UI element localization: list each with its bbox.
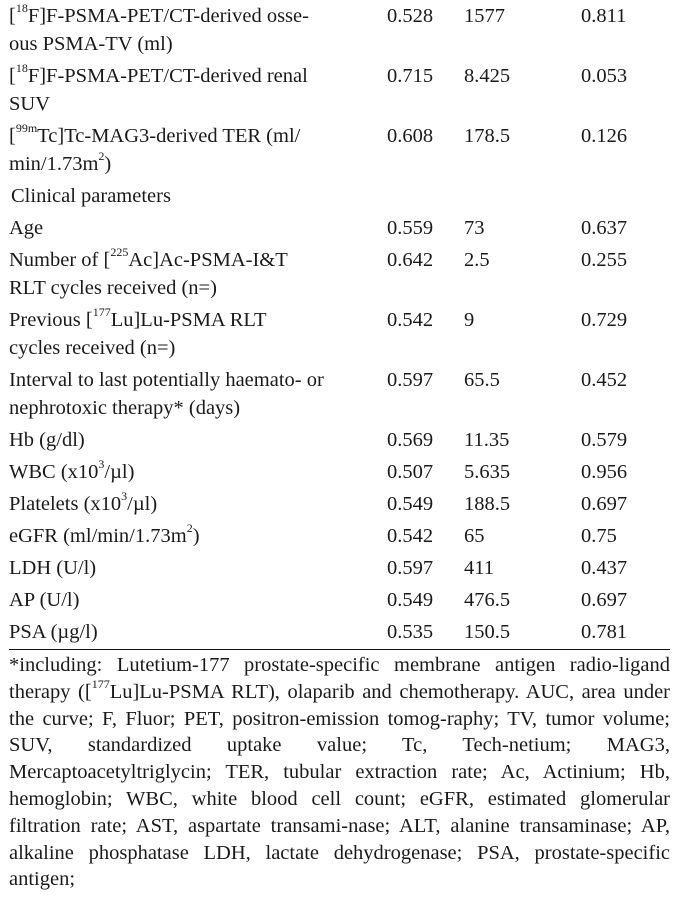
- parameter-cell: [$^{18}$F]F-PSMA-PET/CT-derived renal SUV: [9, 61, 308, 115]
- auc-cell: 0.549: [387, 493, 434, 515]
- cutoff-cell: 11.35: [464, 429, 510, 451]
- table-row: [9, 488, 670, 520]
- cutoff-cell: 65.5: [464, 369, 500, 391]
- cutoff-cell: 178.5: [464, 125, 511, 147]
- table-row: [9, 120, 670, 180]
- p-value-cell: 0.956: [581, 461, 628, 483]
- cutoff-cell: 5.635: [464, 461, 511, 483]
- parameter-cell: Age: [9, 217, 44, 239]
- p-value-cell: 0.579: [581, 429, 628, 451]
- parameter-cell: Platelets $(x10^3/\mu l)$: [9, 489, 158, 515]
- p-value-cell: 0.437: [581, 557, 628, 579]
- auc-cell: 0.715: [387, 65, 434, 87]
- auc-cell: 0.597: [387, 557, 434, 579]
- auc-cell: 0.569: [387, 429, 434, 451]
- auc-cell: 0.559: [387, 217, 434, 239]
- p-value-cell: 0.729: [581, 309, 628, 331]
- auc-cell: 0.608: [387, 125, 434, 147]
- auc-cell: 0.535: [387, 616, 464, 650]
- parameter-cell: eGFR $(ml/\min/1.73m^2)$: [9, 521, 200, 547]
- p-value-cell: 0.053: [581, 65, 628, 87]
- cutoff-cell: 73: [464, 217, 485, 239]
- p-value-cell: 0.255: [581, 249, 628, 271]
- table-footnote: *including: Lutetium-177 prostate-specific membrane antigen radio-ligand therapy ([$^{177}$Lu]Lu-PSMA RLT), olaparib and chemotherapy. AUC, area under the curve; F, Fluor; PET, positron-emission tomog-raphy; TV, tumor volume; SUV, standardized uptake value; Tc, Tech-netium; MAG3, Mercaptoacetyltriglycin; TER, tubular extraction rate; Ac, Actinium; Hb, hemoglobin; WBC, white blood cell count; eGFR, estimated glomerular filtration rate; AST, aspartate transami-nase; ALT, alanine transaminase; AP, alkaline phosphatase LDH, lactate dehydrogenase; PSA, prostate-specific antigen;: [9, 654, 671, 891]
- section-label: Clinical parameters: [11, 185, 171, 207]
- table-row: [9, 364, 670, 424]
- auc-cell: 0.549: [387, 589, 434, 611]
- auc-cell: 0.542: [387, 525, 434, 547]
- p-value-cell: 0.781: [581, 616, 670, 650]
- cutoff-cell: 65: [464, 525, 485, 547]
- table-row: [9, 552, 670, 584]
- p-value-cell: 0.697: [581, 493, 628, 515]
- p-value-cell: 0.452: [581, 369, 628, 391]
- auc-cell: 0.597: [387, 369, 434, 391]
- table-row: [9, 0, 670, 60]
- section-row: [9, 180, 670, 212]
- parameter-cell: [$^{99m}$Tc]Tc-MAG3-derived TER (ml/ $\min/1.73m^2$): [9, 121, 301, 175]
- table-row: [9, 60, 670, 120]
- auc-cell: 0.542: [387, 309, 434, 331]
- table-row: [9, 244, 670, 304]
- p-value-cell: 0.75: [581, 525, 617, 547]
- table-row: [9, 520, 670, 552]
- cutoff-cell: 8.425: [464, 65, 511, 87]
- parameter-cell: Number of [$^{225}$Ac]Ac-PSMA-I&T RLT cycles received (n=): [9, 245, 288, 299]
- parameter-cell: Interval to last potentially haemato- or nephrotoxic therapy* (days): [9, 369, 324, 419]
- table-row: [9, 304, 670, 364]
- parameter-cell: LDH (U/l): [9, 557, 97, 579]
- auc-cell: 0.507: [387, 461, 434, 483]
- results-table: [9, 0, 670, 650]
- parameter-cell: Hb (g/dl): [9, 429, 85, 451]
- cutoff-cell: 150.5: [464, 616, 581, 650]
- parameter-cell: WBC $(x10^3/\mu l)$: [9, 457, 135, 483]
- cutoff-cell: 188.5: [464, 493, 511, 515]
- parameter-cell: [$^{18}$F]F-PSMA-PET/CT-derived osse- ous PSMA-TV (ml): [9, 1, 309, 55]
- auc-cell: 0.642: [387, 249, 434, 271]
- parameter-cell: Previous [$^{177}$Lu]Lu-PSMA RLT cycles received (n=): [9, 305, 267, 359]
- cutoff-cell: 9: [464, 309, 475, 331]
- cutoff-cell: 476.5: [464, 589, 511, 611]
- table-row: [9, 456, 670, 488]
- table-row: [9, 616, 670, 650]
- table-body: [9, 0, 670, 650]
- table-row: [9, 424, 670, 456]
- table-row: [9, 584, 670, 616]
- p-value-cell: 0.637: [581, 217, 628, 239]
- p-value-cell: 0.811: [581, 5, 627, 27]
- cutoff-cell: 2.5: [464, 249, 490, 271]
- cutoff-cell: 1577: [464, 5, 505, 27]
- parameter-cell: PSA (µg/l): [9, 616, 387, 650]
- parameter-cell: AP (U/l): [9, 589, 80, 611]
- cutoff-cell: 411: [464, 557, 494, 579]
- p-value-cell: 0.126: [581, 125, 628, 147]
- table-row: [9, 212, 670, 244]
- auc-cell: 0.528: [387, 5, 434, 27]
- p-value-cell: 0.697: [581, 589, 628, 611]
